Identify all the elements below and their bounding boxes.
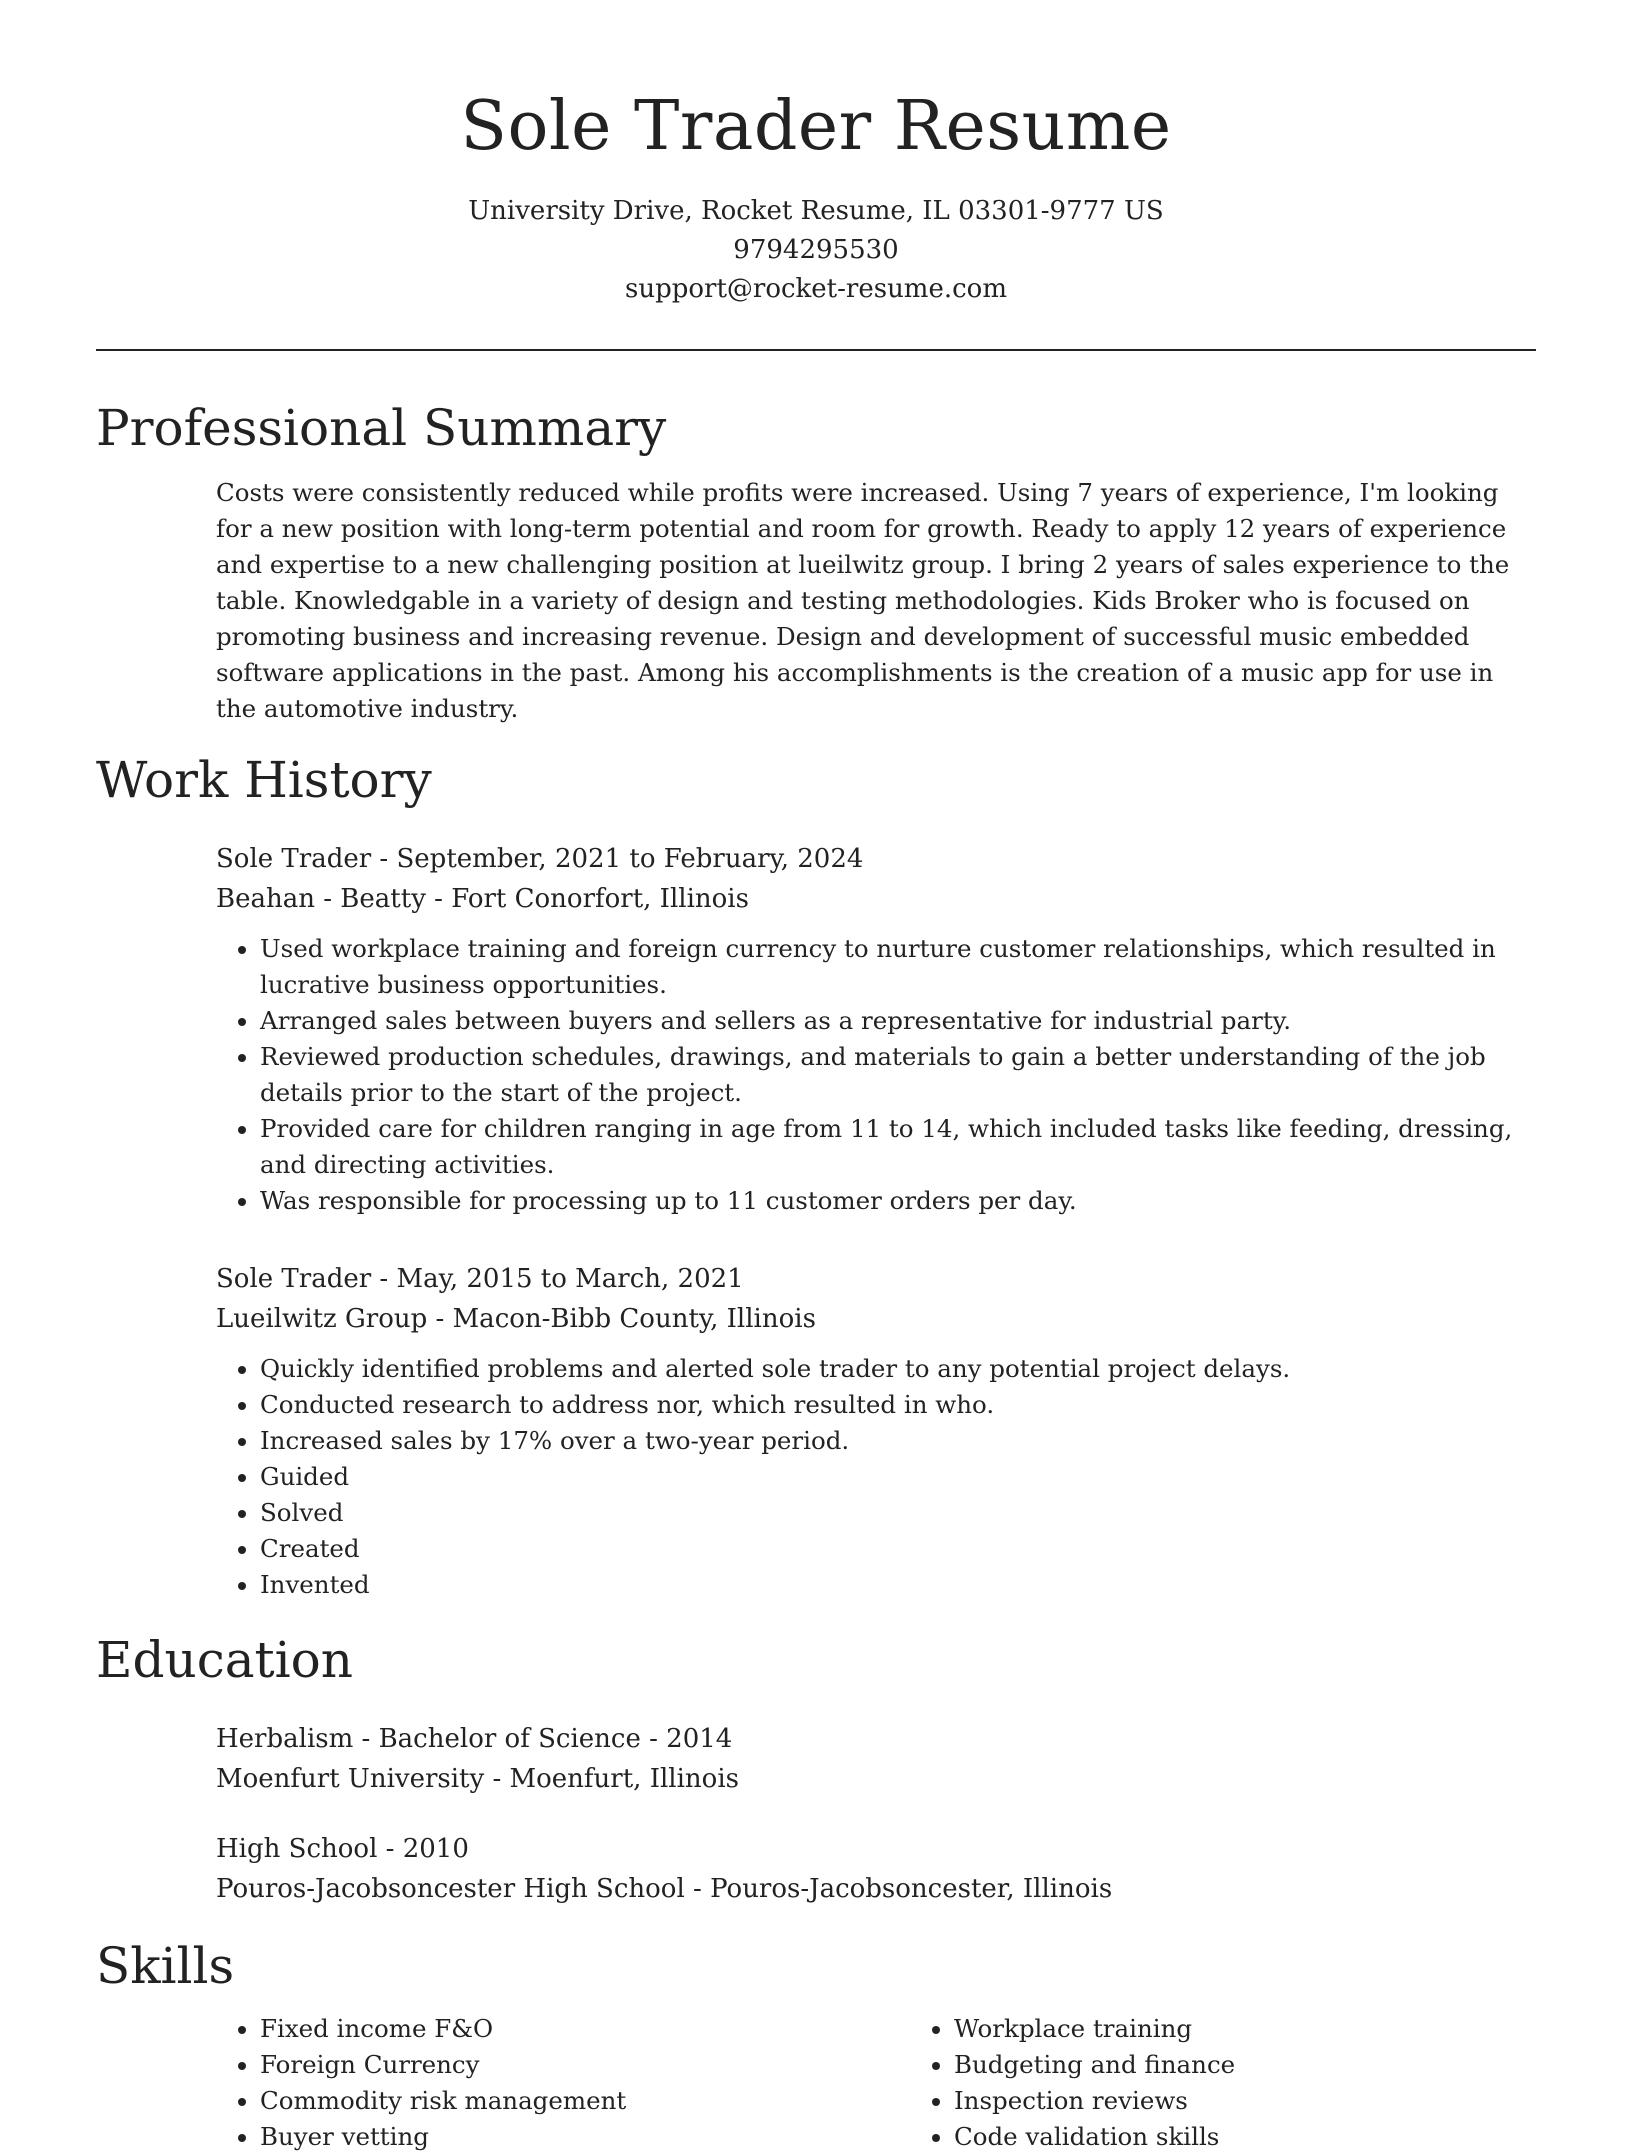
job-title-line — [216, 1259, 1536, 1299]
degree-line — [216, 1719, 1536, 1759]
job-bullet-list — [216, 931, 1536, 1219]
school-line — [216, 1759, 1536, 1799]
school-location: - Pouros-Jacobsoncester, Illinois — [684, 1874, 1113, 1904]
school-line — [216, 1869, 1536, 1909]
resume-title: Sole Trader Resume — [460, 87, 1172, 166]
job-company-line — [216, 1299, 1536, 1339]
skills-section — [0, 1933, 1632, 2155]
summary-section — [0, 395, 1632, 727]
school-name: Pouros-Jacobsoncester High School — [216, 1874, 685, 1904]
job-bullet: • Quickly identified problems and alerted sole trader to any potential project delays. — [260, 1351, 1536, 1387]
summary-text: Costs were consistently reduced while profits were increased. Using 7 years of experience, I'm looking for a new position with long-term potential and room for growth. Ready to apply 12 years of experience and expertise to a new challenging position at lueilwitz group. I bring 2 years of sales experience to the table. Knowledgable in a variety of design and testing methodologies. Kids Broker who is focused on promoting business and increasing revenue. Design and development of successful music embedded software applications in the past. Among his accomplishments is the creation of a music app for use in the automotive industry. — [216, 478, 1510, 723]
job-bullet: • Solved — [260, 1495, 1536, 1531]
skill-item: • Workplace training — [954, 2011, 1604, 2047]
job-bullet: • Conducted research to address nor, which resulted in who. — [260, 1387, 1536, 1423]
skill-item: • Commodity risk management — [260, 2083, 910, 2119]
education-heading: Education — [96, 1631, 353, 1689]
degree-year: - 2014 — [640, 1724, 733, 1754]
job-position: Sole Trader — [216, 1264, 372, 1294]
summary-heading: Professional Summary — [96, 399, 667, 457]
work-history-section — [0, 747, 1632, 1603]
work-history-heading: Work History — [96, 751, 432, 809]
job-position: Sole Trader — [216, 844, 372, 874]
degree-name: High School — [216, 1834, 378, 1864]
job-title-line — [216, 839, 1536, 879]
header-divider — [96, 349, 1536, 351]
degree-year: - 2010 — [377, 1834, 469, 1864]
job-location: - Fort Conorfort, Illinois — [425, 884, 749, 914]
contact-phone: 9794295530 — [733, 235, 899, 265]
job-bullet: • Guided — [260, 1459, 1536, 1495]
education-section — [0, 1627, 1632, 1909]
job-dates: - September, 2021 to February, 2024 — [371, 844, 864, 874]
job-company: Beahan - Beatty — [216, 884, 426, 914]
job-bullet: • Used workplace training and foreign currency to nurture customer relationships, which resulted in lucrative business opportunities. — [260, 931, 1536, 1003]
contact-address: University Drive, Rocket Resume, IL 03301-9777 US — [468, 196, 1164, 226]
job-bullet: • Was responsible for processing up to 11 customer orders per day. — [260, 1183, 1536, 1219]
skill-item: • Budgeting and finance — [954, 2047, 1604, 2083]
job-dates: - May, 2015 to March, 2021 — [371, 1264, 744, 1294]
job-bullet: • Invented — [260, 1567, 1536, 1603]
education-entry — [216, 1829, 1536, 1909]
job-bullet: • Reviewed production schedules, drawings, and materials to gain a better understanding of the job details prior to the start of the project. — [260, 1039, 1536, 1111]
degree-name: Herbalism - Bachelor of Science — [216, 1724, 641, 1754]
job-company: Lueilwitz Group — [216, 1304, 428, 1334]
skill-item: • Inspection reviews — [954, 2083, 1604, 2119]
skill-item: • Buyer vetting — [260, 2119, 910, 2155]
job-bullet: • Provided care for children ranging in age from 11 to 14, which included tasks like feeding, dressing, and directing activities. — [260, 1111, 1536, 1183]
skill-item: • Foreign Currency — [260, 2047, 910, 2083]
skills-heading: Skills — [96, 1937, 235, 1995]
job-location: - Macon-Bibb County, Illinois — [427, 1304, 816, 1334]
degree-line — [216, 1829, 1536, 1869]
job-entry — [216, 1259, 1536, 1603]
job-entry — [216, 839, 1536, 1219]
skills-list-left — [216, 2011, 910, 2155]
skills-columns — [216, 2011, 1536, 2155]
skill-item: • Code validation skills — [954, 2119, 1604, 2155]
contact-email: support@rocket-resume.com — [624, 274, 1007, 304]
education-entry — [216, 1719, 1536, 1799]
job-bullet: • Arranged sales between buyers and sellers as a representative for industrial party. — [260, 1003, 1536, 1039]
skill-item: • Fixed income F&O — [260, 2011, 910, 2047]
school-location: - Moenfurt, Illinois — [484, 1764, 739, 1794]
school-name: Moenfurt University — [216, 1764, 485, 1794]
job-bullet-list — [216, 1351, 1536, 1603]
job-bullet: • Created — [260, 1531, 1536, 1567]
job-company-line — [216, 879, 1536, 919]
contact-block — [0, 192, 1632, 309]
resume-header — [0, 0, 1632, 309]
job-bullet: • Increased sales by 17% over a two-year period. — [260, 1423, 1536, 1459]
skills-list-right — [910, 2011, 1604, 2155]
